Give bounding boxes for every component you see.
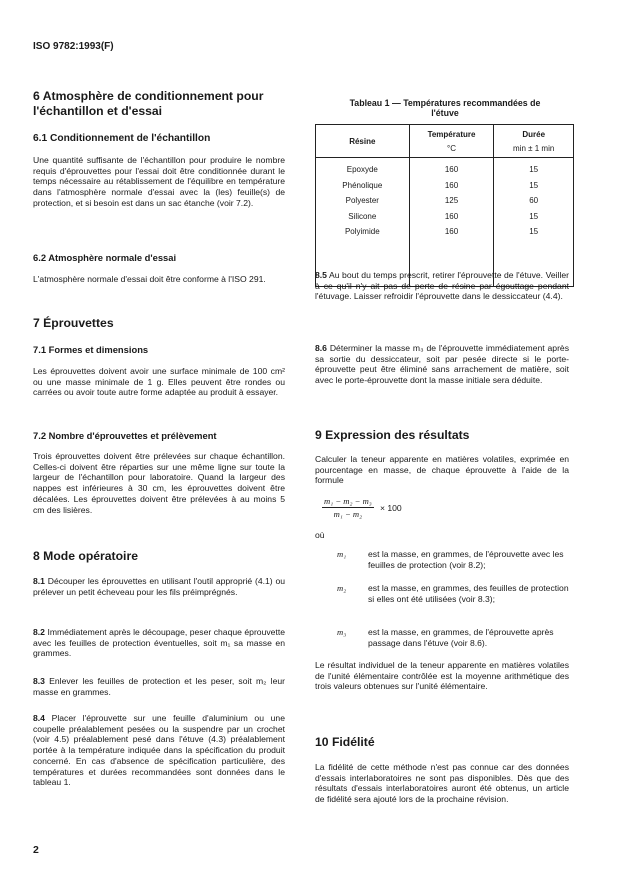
section-7-2-title: 7.2 Nombre d'éprouvettes et prélèvement: [33, 430, 217, 441]
section-8-1-body: Découper les éprouvettes en utilisant l'outil approprié (4.1) ou prélever un petit écheveau pour les fils préimprégnés.: [33, 576, 286, 597]
table-column-temperature: [409, 158, 494, 287]
table-header-resine: Résine: [316, 125, 410, 158]
section-6-2-text: L'atmosphère normale d'essai doit être conforme à l'ISO 291.: [33, 274, 266, 284]
table-header-duree: Durée min ± 1 min: [494, 125, 574, 158]
formula-denominator: m₁ − m₂: [333, 509, 363, 519]
table-column-resine: [316, 158, 410, 287]
table-cell: 125: [444, 196, 459, 206]
formula-factor: × 100: [379, 502, 402, 513]
table-cell: 160: [444, 165, 459, 174]
table-cell: 15: [529, 227, 539, 237]
section-7-2-text: Trois éprouvettes doivent être prélevées sur chaque échantillon. Celles-ci doivent être réparties sur une même ligne sur toute la largeur de l'échantillon pour laboratoire. Quand la largeur des nappes est inférieures à 30 cm, les éprouvettes doivent être décalées. Les éprouvettes doivent être prélevées à au moins 5 cm des lisières.: [33, 451, 285, 515]
table-cell: Phénolique: [342, 180, 383, 190]
table-cell: Epoxyde: [346, 165, 378, 174]
section-8-2-body: Immédiatement après le découpage, peser chaque éprouvette avec les feuilles de protection éventuelles, soit m₁ sa masse en grammes.: [33, 627, 285, 659]
section-8-5-text: [315, 270, 569, 302]
section-6-title-line2: l'échantillon et d'essai: [33, 104, 163, 118]
section-9-title: 9 Expression des résultats: [315, 428, 470, 442]
section-8-1-text: [33, 576, 285, 597]
section-8-4-body: Placer l'éprouvette sur une feuille d'aluminium ou une coupelle préalablement pesées ou la suspendre par un crochet (voir 4.5) préalablement pesé dans l'étuve (4.3) préalablement portée à la température indiquée dans la spécification du produit concerné. En cas d'absence de spécification particulière, des températures et durées recommandées sont données dans le tableau 1.: [33, 713, 285, 788]
section-8-1-number: 8.1: [33, 576, 45, 586]
section-6-1-title: 6.1 Conditionnement de l'échantillon: [33, 133, 211, 144]
formula: [322, 496, 402, 519]
page-number: 2: [33, 844, 39, 856]
table-cell: 160: [444, 180, 459, 190]
section-8-3-number: 8.3: [33, 676, 45, 686]
section-8-6-number: 8.6: [315, 343, 327, 353]
formula-numerator: m₁ − m₂ − m₃: [324, 496, 372, 506]
section-8-4-text: [33, 713, 285, 788]
section-6-2-title: 6.2 Atmosphère normale d'essai: [33, 252, 177, 263]
formula-fraction: [322, 496, 374, 519]
section-8-5-body: Au bout du temps prescrit, retirer l'éprouvette de l'étuve. Veiller à ce qu'il n'y ait pas de perte de résine par égouttage pendant l'étuvage. Laisser refroidir l'éprouvette dans le dessiccateur (4.4).: [315, 270, 569, 302]
table-1-caption-line1: Tableau 1 — Températures recommandées de: [349, 98, 541, 108]
table-cell: 15: [529, 180, 539, 190]
section-6-title-line1: 6 Atmosphère de conditionnement pour: [33, 89, 264, 103]
section-6-title: [33, 89, 293, 119]
document-header: ISO 9782:1993(F): [33, 41, 114, 52]
section-7-1-title: 7.1 Formes et dimensions: [33, 344, 149, 355]
table-cell: 15: [529, 211, 539, 221]
section-8-5-number: 8.5: [315, 270, 327, 280]
table-header-temperature: Température °C: [409, 125, 494, 158]
section-7-1-text: Les éprouvettes doivent avoir une surface minimale de 100 cm² ou une masse minimale de 1 g. Elles peuvent être rondes ou carrées ou avoir toute autre forme adaptée au produit à essayer.: [33, 366, 285, 398]
table-cell: Silicone: [348, 211, 377, 221]
section-8-2-text: [33, 627, 285, 659]
table-cell: 160: [444, 211, 459, 221]
definition-symbol: m₁: [337, 549, 347, 559]
section-10-title: 10 Fidélité: [315, 735, 375, 749]
section-9-text: Calculer la teneur apparente en matières volatiles, exprimée en pourcentage en masse, de chaque éprouvette à l'aide de la formule: [315, 454, 569, 486]
table-cell: 60: [529, 196, 539, 206]
table-1-caption-line2: l'étuve: [431, 108, 459, 118]
table-cell: 160: [444, 227, 459, 237]
table-cell: 15: [529, 165, 539, 174]
section-8-4-number: 8.4: [33, 713, 45, 723]
table-cell: Polyester: [345, 196, 379, 206]
definition-text: est la masse, en grammes, de l'éprouvette avec les feuilles de protection (voir 8.2);: [368, 549, 564, 570]
definition-text: est la masse, en grammes, de l'éprouvette après passage dans l'étuve (voir 8.6).: [368, 627, 554, 648]
section-8-title: 8 Mode opératoire: [33, 549, 138, 563]
definition-symbol: m₂: [337, 583, 347, 593]
definition-text: est la masse, en grammes, des feuilles de protection si elles ont été utilisées (voir 8.3);: [368, 583, 569, 604]
section-10-text: La fidélité de cette méthode n'est pas connue car des données d'essais interlaboratoires ne sont pas disponibles. Dès que des résultats d'essais interlaboratoires auront été obtenus, un article de fidélité sera ajouté lors de la prochaine révision.: [315, 762, 569, 805]
section-6-1-text: Une quantité suffisante de l'échantillon pour produire le nombre requis d'éprouvettes pour l'essai doit être conditionnée durant le temps nécessaire au rétablissement de l'équilibre en température dans l'atmosphère normale d'essai avec la (les) feuille(s) de protection, et si besoin est dans un sac étanche (voir 7.2).: [33, 155, 285, 208]
section-8-6-text: [315, 343, 569, 386]
table-1-caption: [315, 98, 575, 118]
section-8-6-body: Déterminer la masse m₃ de l'éprouvette immédiatement après sa sortie du dessiccateur, soit par pesée directe si le porte-éprouvette peut être éliminé sans arrachement de matière, soit avec le porte-éprouvette dont la masse initiale sera déduite.: [315, 343, 570, 386]
section-7-title: 7 Éprouvettes: [33, 316, 114, 330]
section-8-3-body: Enlever les feuilles de protection et les peser, soit m₂ leur masse en grammes.: [33, 676, 286, 697]
section-9-text-2: Le résultat individuel de la teneur apparente en matières volatiles de l'unité élémentaire contrôlée est la moyenne arithmétique des trois valeurs obtenues sur l'unité élémentaire.: [315, 660, 569, 692]
definition-symbol: m₃: [337, 627, 347, 637]
ou-label: où: [315, 530, 325, 540]
table-column-duree: [494, 158, 574, 287]
table-cell: Polyimide: [344, 227, 380, 237]
section-8-2-number: 8.2: [33, 627, 45, 637]
section-8-3-text: [33, 676, 285, 697]
table-1: [315, 124, 574, 287]
